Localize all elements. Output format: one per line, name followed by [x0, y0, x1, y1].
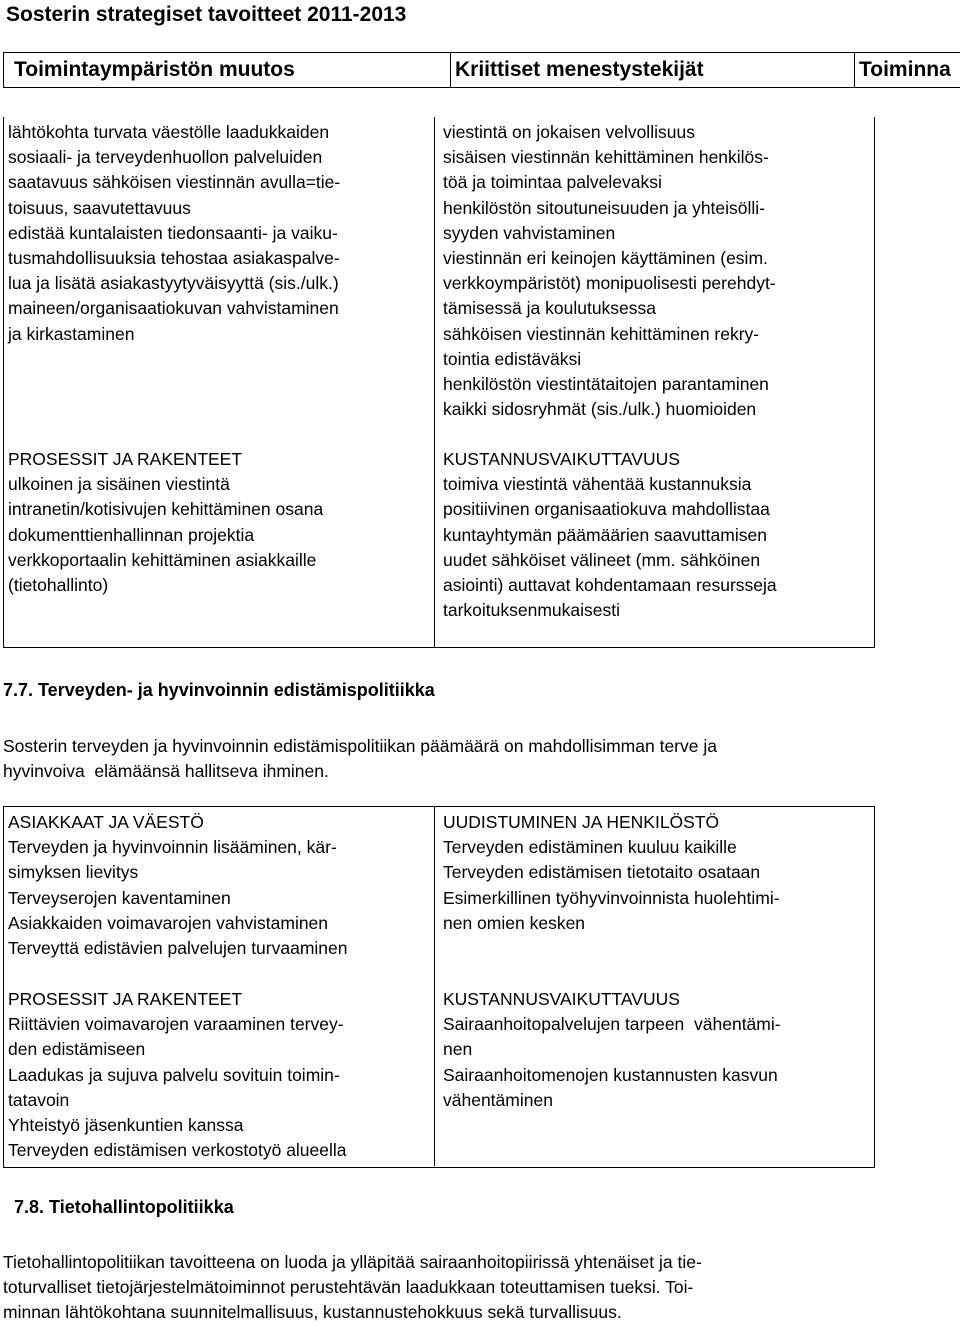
text-line: viestinnän eri keinojen käyttäminen (esim. — [443, 248, 768, 269]
table-divider — [434, 806, 435, 1166]
text-line: henkilöstön sitoutuneisuuden ja yhteisölli- — [443, 197, 766, 218]
text-line: tusmahdollisuuksia tehostaa asiakaspalve- — [8, 248, 340, 269]
text-line: ASIAKKAAT JA VÄESTÖ — [8, 812, 204, 832]
text-line: uudet sähköiset välineet (mm. sähköinen — [443, 549, 761, 570]
table2-right-bottom-cell — [443, 987, 781, 1113]
text-line: Sairaanhoitomenojen kustannusten kasvun — [443, 1064, 778, 1085]
column-header-operations: Toiminna — [854, 53, 951, 87]
text-line: vähentäminen — [443, 1089, 553, 1110]
text-line: verkkoportaalin kehittäminen asiakkaille — [8, 549, 317, 570]
text-line: intranetin/kotisivujen kehittäminen osana — [8, 499, 324, 520]
text-line: saatavuus sähköisen viestinnän avulla=tie- — [8, 172, 341, 193]
text-line: KUSTANNUSVAIKUTTAVUUS — [443, 449, 680, 469]
section-heading-7-7: 7.7. Terveyden- ja hyvinvoinnin edistämispolitiikka — [3, 680, 435, 700]
section-7-7-paragraph — [3, 734, 717, 784]
text-line: tatavoin — [8, 1089, 70, 1110]
text-line: Tietohallintopolitiikan tavoitteena on luoda ja ylläpitää sairaanhoitopiirissä yhtenäiset ja tie- — [3, 1252, 702, 1272]
text-line: hyvinvoiva elämäänsä hallitseva ihminen. — [3, 761, 329, 782]
text-line: KUSTANNUSVAIKUTTAVUUS — [443, 989, 680, 1009]
column-header-row — [3, 52, 960, 88]
text-line: tämisessä ja koulutuksessa — [443, 298, 657, 319]
text-line: Terveyden edistämisen tietotaito osataan — [443, 862, 761, 883]
table1-left-top-cell — [8, 120, 340, 347]
text-line: sosiaali- ja terveydenhuollon palveluiden — [8, 147, 323, 168]
text-line: (tietohallinto) — [8, 575, 109, 596]
text-line: nen — [443, 1039, 473, 1060]
text-line: Yhteistyö jäsenkuntien kanssa — [8, 1115, 244, 1136]
table1-right-bottom-cell — [443, 447, 777, 623]
text-line: tarkoituksenmukaisesti — [443, 600, 621, 621]
text-line: edistää kuntalaisten tiedonsaanti- ja vaiku- — [8, 222, 338, 243]
table2-right-top-cell — [443, 810, 780, 936]
text-line: PROSESSIT JA RAKENTEET — [8, 989, 243, 1009]
text-line: syyden vahvistaminen — [443, 222, 616, 243]
text-line: lähtökohta turvata väestölle laadukkaiden — [8, 122, 330, 142]
text-line: Riittävien voimavarojen varaaminen tervey- — [8, 1014, 344, 1035]
text-line: ja kirkastaminen — [8, 323, 135, 344]
text-line: Terveyden ja hyvinvoinnin lisääminen, kär- — [8, 837, 337, 858]
text-line: Esimerkillinen työhyvinvoinnista huolehtimi- — [443, 887, 780, 908]
text-line: Terveyden edistämisen verkostotyö alueella — [8, 1140, 347, 1161]
text-line: Asiakkaiden voimavarojen vahvistaminen — [8, 912, 329, 933]
text-line: Terveyserojen kaventaminen — [8, 887, 231, 908]
text-line: ulkoinen ja sisäinen viestintä — [8, 474, 230, 495]
column-header-success-factors: Kriittiset menestystekijät — [450, 53, 704, 87]
text-line: kaikki sidosryhmät (sis./ulk.) huomioiden — [443, 399, 757, 420]
table2-left-bottom-cell — [8, 987, 347, 1163]
text-line: toturvalliset tietojärjestelmätoiminnot perustehtävän laadukkaan toteuttamisen tueksi. Toi- — [3, 1277, 694, 1298]
text-line: sisäisen viestinnän kehittäminen henkilös- — [443, 147, 769, 168]
text-line: maineen/organisaatiokuvan vahvistaminen — [8, 298, 339, 319]
text-line: toimiva viestintä vähentää kustannuksia — [443, 474, 752, 495]
text-line: Sairaanhoitopalvelujen tarpeen vähentämi- — [443, 1014, 781, 1035]
section-7-8-paragraph — [3, 1250, 702, 1326]
table1-left-bottom-cell — [8, 447, 323, 598]
text-line: den edistämiseen — [8, 1039, 146, 1060]
text-line: sähköisen viestinnän kehittäminen rekry- — [443, 323, 760, 344]
text-line: PROSESSIT JA RAKENTEET — [8, 449, 243, 469]
text-line: lua ja lisätä asiakastyytyväisyyttä (sis./ulk.) — [8, 273, 339, 294]
text-line: Terveyden edistäminen kuuluu kaikille — [443, 837, 737, 858]
text-line: henkilöstön viestintätaitojen parantaminen — [443, 374, 769, 395]
table2-left-top-cell — [8, 810, 348, 961]
text-line: töä ja toimintaa palvelevaksi — [443, 172, 662, 193]
text-line: asiointi) auttavat kohdentamaan resursseja — [443, 575, 777, 596]
text-line: UUDISTUMINEN JA HENKILÖSTÖ — [443, 812, 720, 832]
text-line: simyksen lievitys — [8, 862, 139, 883]
text-line: minnan lähtökohtana suunnitelmallisuus, kustannustehokkuus sekä turvallisuus. — [3, 1302, 622, 1323]
text-line: Laadukas ja sujuva palvelu sovituin toimin- — [8, 1064, 340, 1085]
text-line: verkkoympäristöt) monipuolisesti perehdyt- — [443, 273, 776, 294]
text-line: dokumenttienhallinnan projektia — [8, 524, 255, 545]
table-divider — [434, 117, 435, 647]
text-line: kuntayhtymän päämäärien saavuttamisen — [443, 524, 767, 545]
column-header-environment: Toimintaympäristön muutos — [14, 58, 295, 81]
page-title: Sosterin strategiset tavoitteet 2011-2013 — [6, 3, 407, 26]
text-line: tointia edistäväksi — [443, 348, 582, 369]
text-line: Terveyttä edistävien palvelujen turvaaminen — [8, 938, 348, 959]
text-line: toisuus, saavutettavuus — [8, 197, 191, 218]
text-line: Sosterin terveyden ja hyvinvoinnin edistämispolitiikan päämäärä on mahdollisimman terve ja — [3, 736, 717, 756]
text-line: nen omien kesken — [443, 912, 586, 933]
text-line: positiivinen organisaatiokuva mahdollistaa — [443, 499, 770, 520]
section-heading-7-8: 7.8. Tietohallintopolitiikka — [14, 1197, 234, 1217]
text-line: viestintä on jokaisen velvollisuus — [443, 122, 695, 142]
table1-right-top-cell — [443, 120, 776, 422]
